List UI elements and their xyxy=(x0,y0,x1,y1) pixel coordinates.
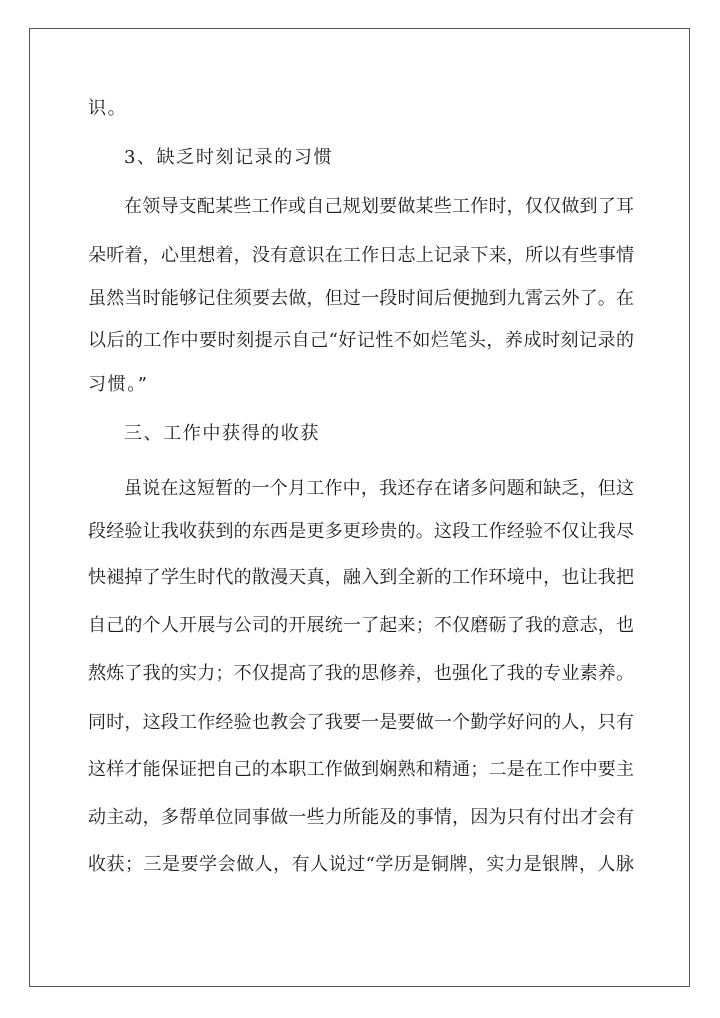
paragraph-line: 虽然当时能够记住须要去做，但过一段时间后便抛到九霄云外了。在 xyxy=(88,288,634,309)
paragraph-line: 识。 xyxy=(88,98,128,119)
paragraph-line: 同时，这段工作经验也教会了我要一是要做一个勤学好问的人，只有 xyxy=(88,712,634,733)
paragraph-line: 在领导支配某些工作或自己规划要做某些工作时，仅仅做到了耳 xyxy=(124,196,634,217)
paragraph-line: 动主动，多帮单位同事做一些力所能及的事情，因为只有付出才会有 xyxy=(88,807,634,828)
paragraph-line: 以后的工作中要时刻提示自己“好记性不如烂笔头，养成时刻记录的 xyxy=(88,330,634,351)
paragraph-line: 自己的个人开展与公司的开展统一了起来；不仅磨砺了我的意志，也 xyxy=(88,615,634,636)
page-border xyxy=(29,28,690,987)
section-heading: 3、缺乏时刻记录的习惯 xyxy=(124,147,334,168)
paragraph-line: 收获；三是要学会做人，有人说过“学历是铜牌，实力是银牌，人脉 xyxy=(88,854,634,875)
section-heading: 三、工作中获得的收获 xyxy=(124,423,320,444)
paragraph-line: 习惯。” xyxy=(88,374,149,395)
paragraph-line: 熬炼了我的实力；不仅提高了我的思修养，也强化了我的专业素养。 xyxy=(88,663,634,684)
paragraph-line: 这样才能保证把自己的本职工作做到娴熟和精通；二是在工作中要主 xyxy=(88,759,634,780)
paragraph-line: 段经验让我收获到的东西是更多更珍贵的。这段工作经验不仅让我尽 xyxy=(88,521,634,542)
paragraph-line: 朵听着，心里想着，没有意识在工作日志上记录下来，所以有些事情 xyxy=(88,245,634,266)
paragraph-line: 快褪掉了学生时代的散漫天真，融入到全新的工作环境中，也让我把 xyxy=(88,567,634,588)
paragraph-line: 虽说在这短暂的一个月工作中，我还存在诸多问题和缺乏，但这 xyxy=(124,478,634,499)
